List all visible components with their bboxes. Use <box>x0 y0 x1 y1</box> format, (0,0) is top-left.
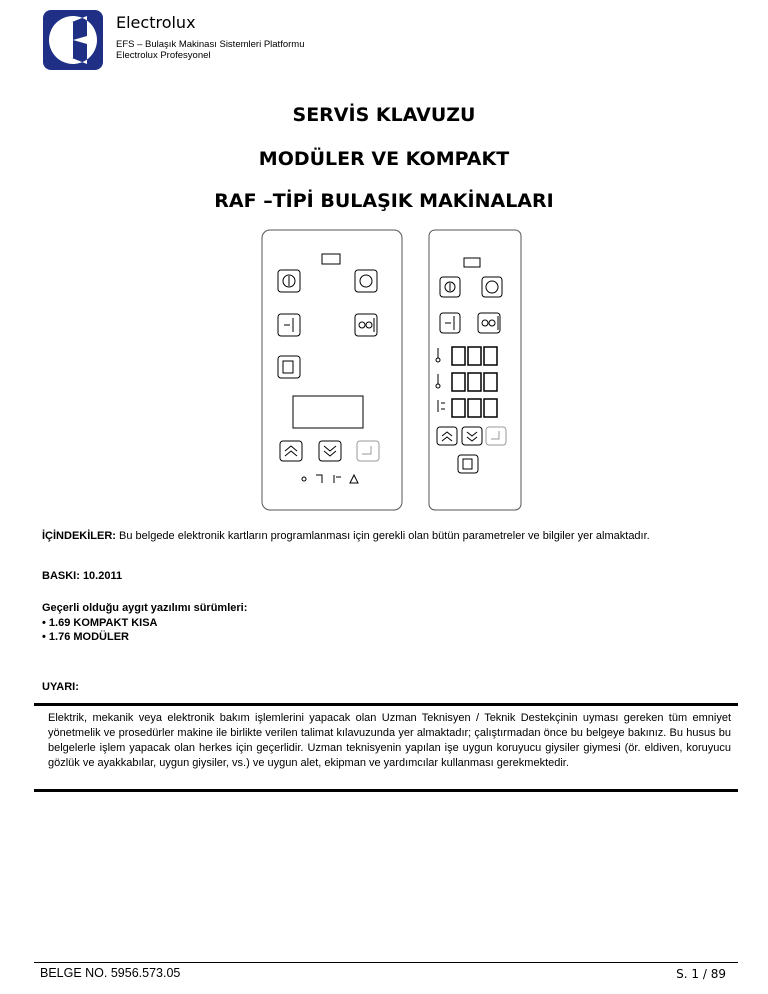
up-icon <box>437 427 457 445</box>
firmware-title: Geçerli olduğu aygıt yazılımı sürümleri: <box>42 602 248 614</box>
list-item: • 1.76 MODÜLER <box>42 631 129 643</box>
list-item: • 1.69 KOMPAKT KISA <box>42 617 158 629</box>
brand-name: Electrolux <box>116 13 196 32</box>
warning-body: Elektrik, mekanik veya elektronik bakım işlemlerini yapacak olan Uzman Teknisyen / Teknik Destekçinin uyması gereken tüm emniyet yönetmelik ve prosedürler makine ile birlikte verilen talimat kılavuzunda yer almaktadır; çalıştırmadan önce bu belgeye bakınız. Bu husus bu belgelerle işlem yapacak olan herkes için geçerlidir. Uzman teknisyenin yapılan işe uygun koruyucu giysiler giymesi (ör. eldiven, koruyucu gözlük ve ayakkabılar, uygun giysiler, vs.) ve uygun alet, ekipman ve yardımcılar kullanması gerekmektedir. <box>48 712 731 769</box>
detergent-icon <box>334 475 341 483</box>
rinse-icon <box>316 475 322 483</box>
edition: BASKI: 10.2011 <box>42 570 123 582</box>
doc-subtitle: MODÜLER VE KOMPAKT <box>258 148 510 170</box>
power-on-icon <box>278 270 300 292</box>
short-cycle-icon <box>278 314 300 336</box>
seven-segment-displays <box>452 347 497 417</box>
signal-icon <box>302 477 306 481</box>
header-subtitle-2: Electrolux Profesyonel <box>116 50 211 61</box>
footer-divider <box>34 962 738 963</box>
warning-icon <box>350 475 358 483</box>
warning-title: UYARI: <box>42 681 79 693</box>
long-cycle-icon <box>355 314 377 336</box>
table-of-contents <box>42 530 650 542</box>
doc-subtitle-2: RAF –TİPİ BULAŞIK MAKİNALARI <box>214 190 554 212</box>
time-icon <box>438 400 445 412</box>
display <box>293 396 363 428</box>
power-on-icon <box>440 277 460 297</box>
divider <box>34 703 738 706</box>
door-icon <box>278 356 300 378</box>
document-number: BELGE NO. 5956.573.05 <box>40 966 181 980</box>
compact-panel <box>429 230 521 510</box>
thermometer-icon <box>436 374 440 388</box>
down-icon <box>319 441 341 461</box>
short-cycle-icon <box>440 313 460 333</box>
door-icon <box>458 455 478 473</box>
long-cycle-icon <box>478 313 500 333</box>
header-subtitle: EFS – Bulaşık Makinası Sistemleri Platformu <box>116 39 305 50</box>
power-off-icon <box>482 277 502 297</box>
down-icon <box>462 427 482 445</box>
power-off-icon <box>355 270 377 292</box>
thermometer-icon <box>436 348 440 362</box>
enter-icon <box>486 427 506 445</box>
enter-icon <box>357 441 379 461</box>
doc-title: SERVİS KLAVUZU <box>292 104 476 126</box>
toc-text: Bu belgede elektronik kartların programlanması için gerekli olan bütün parametreler ve bilgiler yer almaktadır. <box>115 530 650 542</box>
page-number: S. 1 / 89 <box>676 967 726 981</box>
divider <box>34 789 738 792</box>
up-icon <box>280 441 302 461</box>
toc-label: İÇİNDEKİLER: <box>42 530 116 542</box>
